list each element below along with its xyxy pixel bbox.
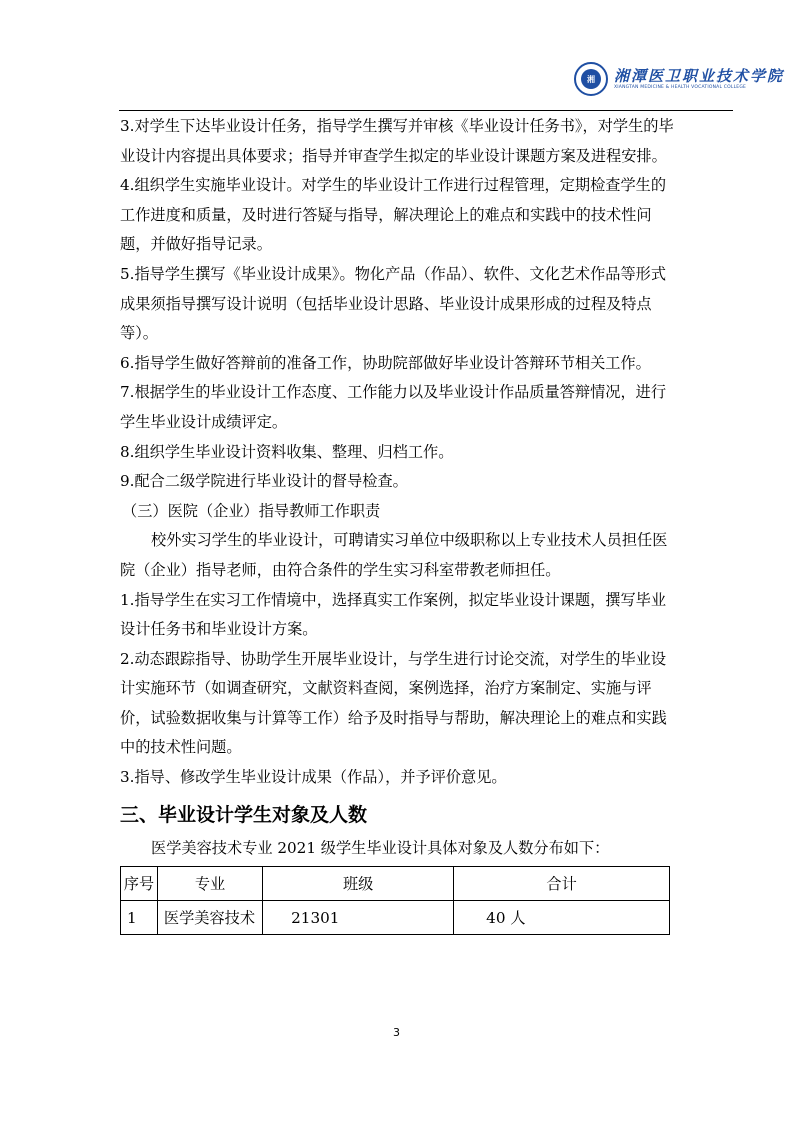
student-count-table [120, 866, 670, 935]
seal-glyph: 湘 [581, 69, 601, 89]
header-divider [119, 110, 733, 111]
paragraph-duty-7: 7.根据学生的毕业设计工作态度、工作能力以及毕业设计作品质量答辩情况，进行学生毕业设计成绩评定。 [120, 383, 667, 431]
paragraph-mentor-duty-2: 2.动态跟踪指导、协助学生开展毕业设计，与学生进行讨论交流，对学生的毕业设计实施环节（如调查研究，文献资料查阅，案例选择，治疗方案制定、实施与评价，试验数据收集与计算等工作）给予及时指导与帮助，解决理论上的难点和实践中的技术性问题。 [120, 649, 667, 757]
subheading-hospital-mentor: （三）医院（企业）指导教师工作职责 [122, 501, 381, 520]
paragraph-duty-3: 3.对学生下达毕业设计任务，指导学生撰写并审核《毕业设计任务书》，对学生的毕业设计内容提出具体要求；指导并审查学生拟定的毕业设计课题方案及进程安排。 [120, 117, 674, 165]
paragraph-duty-5: 5.指导学生撰写《毕业设计成果》。物化产品（作品）、软件、文化艺术作品等形式成果须指导撰写设计说明（包括毕业设计思路、毕业设计成果形成的过程及特点等）。 [120, 264, 667, 343]
college-name-en: XIANGTAN MEDICINE & HEALTH VOCATIONAL COLLEGE [614, 85, 747, 90]
document-body [120, 112, 680, 935]
paragraph-mentor-duty-3: 3.指导、修改学生毕业设计成果（作品），并予评价意见。 [120, 768, 507, 787]
college-seal-icon [574, 62, 608, 96]
table-header-row [121, 867, 670, 901]
cell-index: 1 [121, 901, 158, 935]
college-logo [574, 62, 784, 96]
section-title: 三、毕业设计学生对象及人数 [120, 803, 368, 826]
table-row [121, 901, 670, 935]
page-number: 3 [393, 1026, 400, 1039]
paragraph-mentor-duty-1: 1.指导学生在实习工作情境中，选择真实工作案例，拟定毕业设计课题，撰写毕业设计任务书和毕业设计方案。 [120, 590, 667, 639]
college-name-cn: 湘潭医卫职业技术学院 [614, 67, 785, 85]
paragraph-duty-9: 9.配合二级学院进行毕业设计的督导检查。 [120, 472, 408, 491]
cell-class: 21301 [263, 901, 454, 935]
header-major: 专业 [157, 867, 262, 901]
cell-total: 40 人 [454, 901, 670, 935]
paragraph-duty-6: 6.指导学生做好答辩前的准备工作，协助院部做好毕业设计答辩环节相关工作。 [120, 353, 651, 372]
paragraph-duty-8: 8.组织学生毕业设计资料收集、整理、归档工作。 [120, 442, 454, 461]
table-intro: 医学美容技术专业 2021 级学生毕业设计具体对象及人数分布如下： [151, 838, 610, 857]
paragraph-intro: 校外实习学生的毕业设计，可聘请实习单位中级职称以上专业技术人员担任医院（企业）指导老师，由符合条件的学生实习科室带教老师担任。 [120, 531, 668, 579]
cell-major: 医学美容技术 [157, 901, 262, 935]
paragraph-duty-4: 4.组织学生实施毕业设计。对学生的毕业设计工作进行过程管理，定期检查学生的工作进度和质量，及时进行答疑与指导，解决理论上的难点和实践中的技术性问题，并做好指导记录。 [120, 176, 667, 254]
header-index: 序号 [121, 867, 158, 901]
header-total: 合计 [454, 867, 670, 901]
header-class: 班级 [263, 867, 454, 901]
